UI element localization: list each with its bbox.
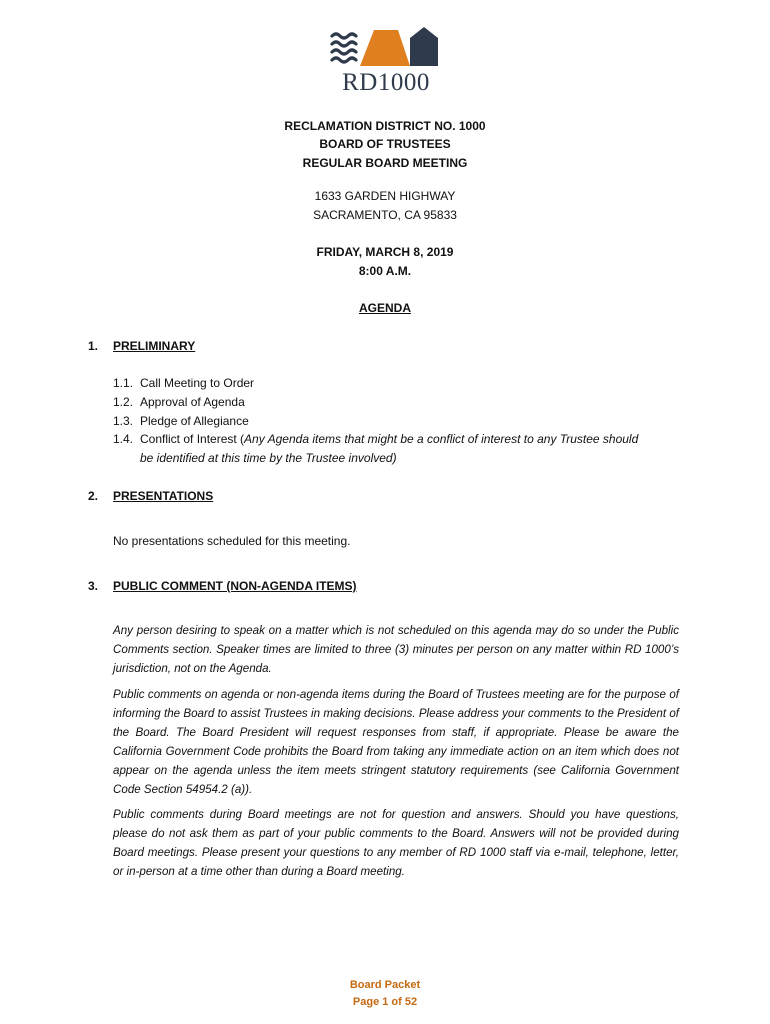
- levee-icon: [360, 30, 410, 66]
- meeting-type: REGULAR BOARD MEETING: [302, 156, 468, 170]
- section-2-body: No presentations scheduled for this meeting.: [113, 534, 351, 548]
- board-name: BOARD OF TRUSTEES: [319, 137, 451, 151]
- item-1-4-note-line-2: be identified at this time by the Trustee involved): [140, 451, 397, 465]
- section-1-number: 1.: [88, 339, 99, 353]
- logo-wordmark: RD1000: [342, 69, 430, 96]
- agenda-heading: AGENDA: [358, 301, 411, 315]
- item-1-2-text: Approval of Agenda: [140, 395, 245, 409]
- item-1-3-number: 1.3.: [113, 414, 134, 428]
- item-1-2-number: 1.2.: [113, 395, 134, 409]
- item-1-4-text: [140, 431, 680, 447]
- address-line-2: SACRAMENTO, CA 95833: [313, 208, 457, 222]
- org-name: RECLAMATION DISTRICT NO. 1000: [284, 119, 486, 133]
- item-1-4-note-line-1: Any Agenda items that might be a conflict of interest to any Trustee should: [244, 432, 639, 446]
- item-1-4-number: 1.4.: [113, 432, 134, 446]
- address-line-1: 1633 GARDEN HIGHWAY: [314, 189, 456, 203]
- item-1-4-label: Conflict of Interest (: [140, 432, 245, 446]
- meeting-time: 8:00 A.M.: [358, 264, 412, 278]
- item-1-3-text: Pledge of Allegiance: [140, 414, 249, 428]
- item-1-1-text: Call Meeting to Order: [140, 376, 255, 390]
- meeting-date: FRIDAY, MARCH 8, 2019: [316, 245, 454, 259]
- public-comment-paragraph-2: Public comments on agenda or non-agenda items during the Board of Trustees meeting are for the purpose of informing the Board to assist Trustees in making decisions. Please address your comments to the President of the Board. The Board President will request responses from staff, if appropriate. Please be aware the California Government Code prohibits the Board from taking any immediate action on an item which does not appear on the agenda unless the item meets stringent statutory requirements (see California Government Code Section 54954.2 (a)).: [113, 688, 679, 796]
- footer-packet-label: Board Packet: [349, 979, 421, 991]
- waves-icon: [332, 34, 356, 62]
- public-comment-paragraph-3: Public comments during Board meetings are not for question and answers. Should you have questions, please do not ask them as part of your public comments to the Board. Answers will not be provided during Board meetings. Please present your questions to any member of RD 1000 staff via e-mail, telephone, letter, or in-person at a time other than during a Board meeting.: [113, 808, 679, 878]
- section-2-title: PRESENTATIONS: [113, 489, 214, 503]
- footer-page-number: Page 1 of 52: [352, 996, 418, 1008]
- public-comment-paragraph-1: Any person desiring to speak on a matter which is not scheduled on this agenda may do so under the Public Comments section. Speaker times are limited to three (3) minutes per person on any matter within RD 1000’s jurisdiction, not on the Agenda.: [113, 624, 679, 675]
- section-3-number: 3.: [88, 579, 99, 593]
- section-3-title: PUBLIC COMMENT (NON-AGENDA ITEMS): [113, 579, 357, 593]
- section-1-title: PRELIMINARY: [113, 339, 196, 353]
- section-2-number: 2.: [88, 489, 99, 503]
- item-1-1-number: 1.1.: [113, 376, 134, 390]
